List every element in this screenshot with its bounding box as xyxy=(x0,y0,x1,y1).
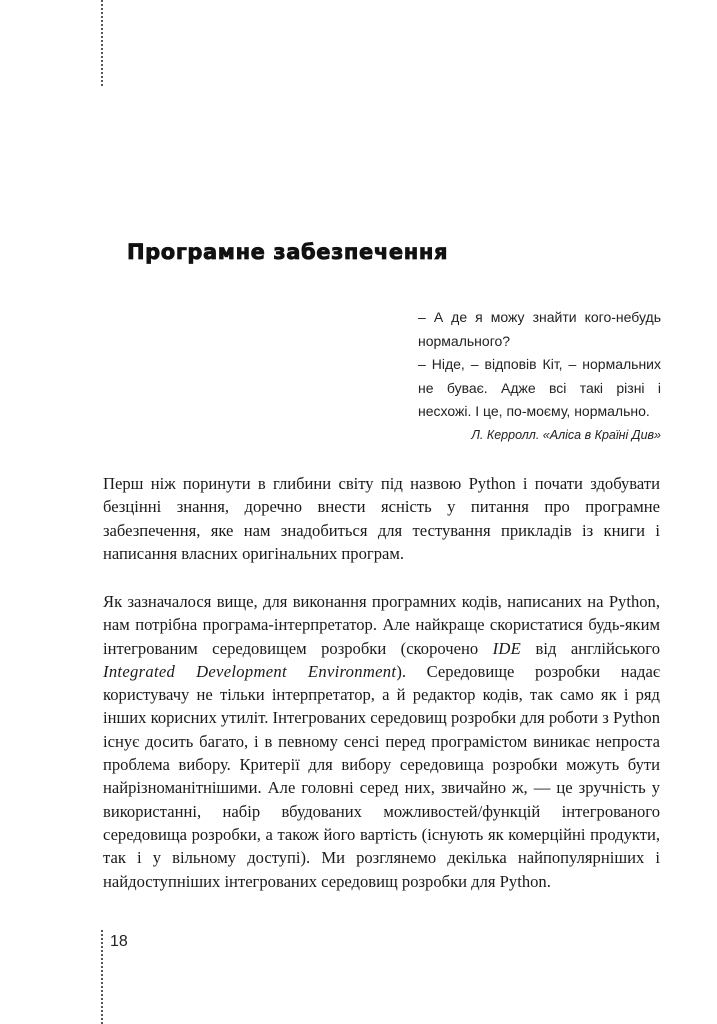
body-paragraph-2 xyxy=(103,590,660,893)
body-paragraph-1: Перш ніж поринути в глибини світу під назвою Python і почати здобувати безцінні знання, доречно внести ясність у питання про програмне забезпечення, яке нам знадобиться для тестування прикладів із книги і написання власних оригінальних програм. xyxy=(103,474,660,563)
bottom-dotted-rule xyxy=(101,930,103,1024)
ide-full-name: Integrated Development Environment xyxy=(103,661,397,681)
paragraph-2-text-part-3: ). Середовище розробки надає користувачу не тільки інтерпретатор, а й редактор кодів, так само як і ряд інших корисних утиліт. Інтегрованих середовищ розробки для роботи з Python існує досить багато, і в певному сенсі перед програмістом виникає непроста проблема вибору. Критерії для вибору середовища розробки можуть бути найрізноманітнішими. Але головні серед них, звичайно ж, — це зручність у використанні, набір вбудованих можливостей/функцій інтегрованого середовища розробки, а також його вартість (існують як комерційні продукти, так і у вільному доступі). Ми розглянемо декілька найпопулярніших і найдоступніших інтегрованих середовищ розробки для Python. xyxy=(103,661,660,891)
page-number: 18 xyxy=(110,933,128,950)
epigraph xyxy=(418,306,661,424)
epigraph-line-1: – А де я можу знайти кого-небудь нормального? xyxy=(418,309,661,349)
top-dotted-rule xyxy=(101,0,103,86)
paragraph-2-text-part-1: Як зазначалося вище, для виконання програмних кодів, написаних на Python, нам потрібна програма-інтерпретатор. Але найкраще скористатися будь-яким інтегрованим середовищем розробки (скорочено xyxy=(103,592,660,658)
epigraph-line-2: – Ніде, – відповів Кіт, – нормальних не буває. Адже всі такі різні і несхожі. І це, по-моєму, нормально. xyxy=(418,356,661,419)
chapter-heading: Програмне забезпечення xyxy=(127,240,449,264)
ide-abbreviation: IDE xyxy=(492,638,522,658)
epigraph-source: Л. Керролл. «Аліса в Країні Див» xyxy=(471,428,661,442)
paragraph-2-text-part-2: від англійського xyxy=(521,638,660,658)
